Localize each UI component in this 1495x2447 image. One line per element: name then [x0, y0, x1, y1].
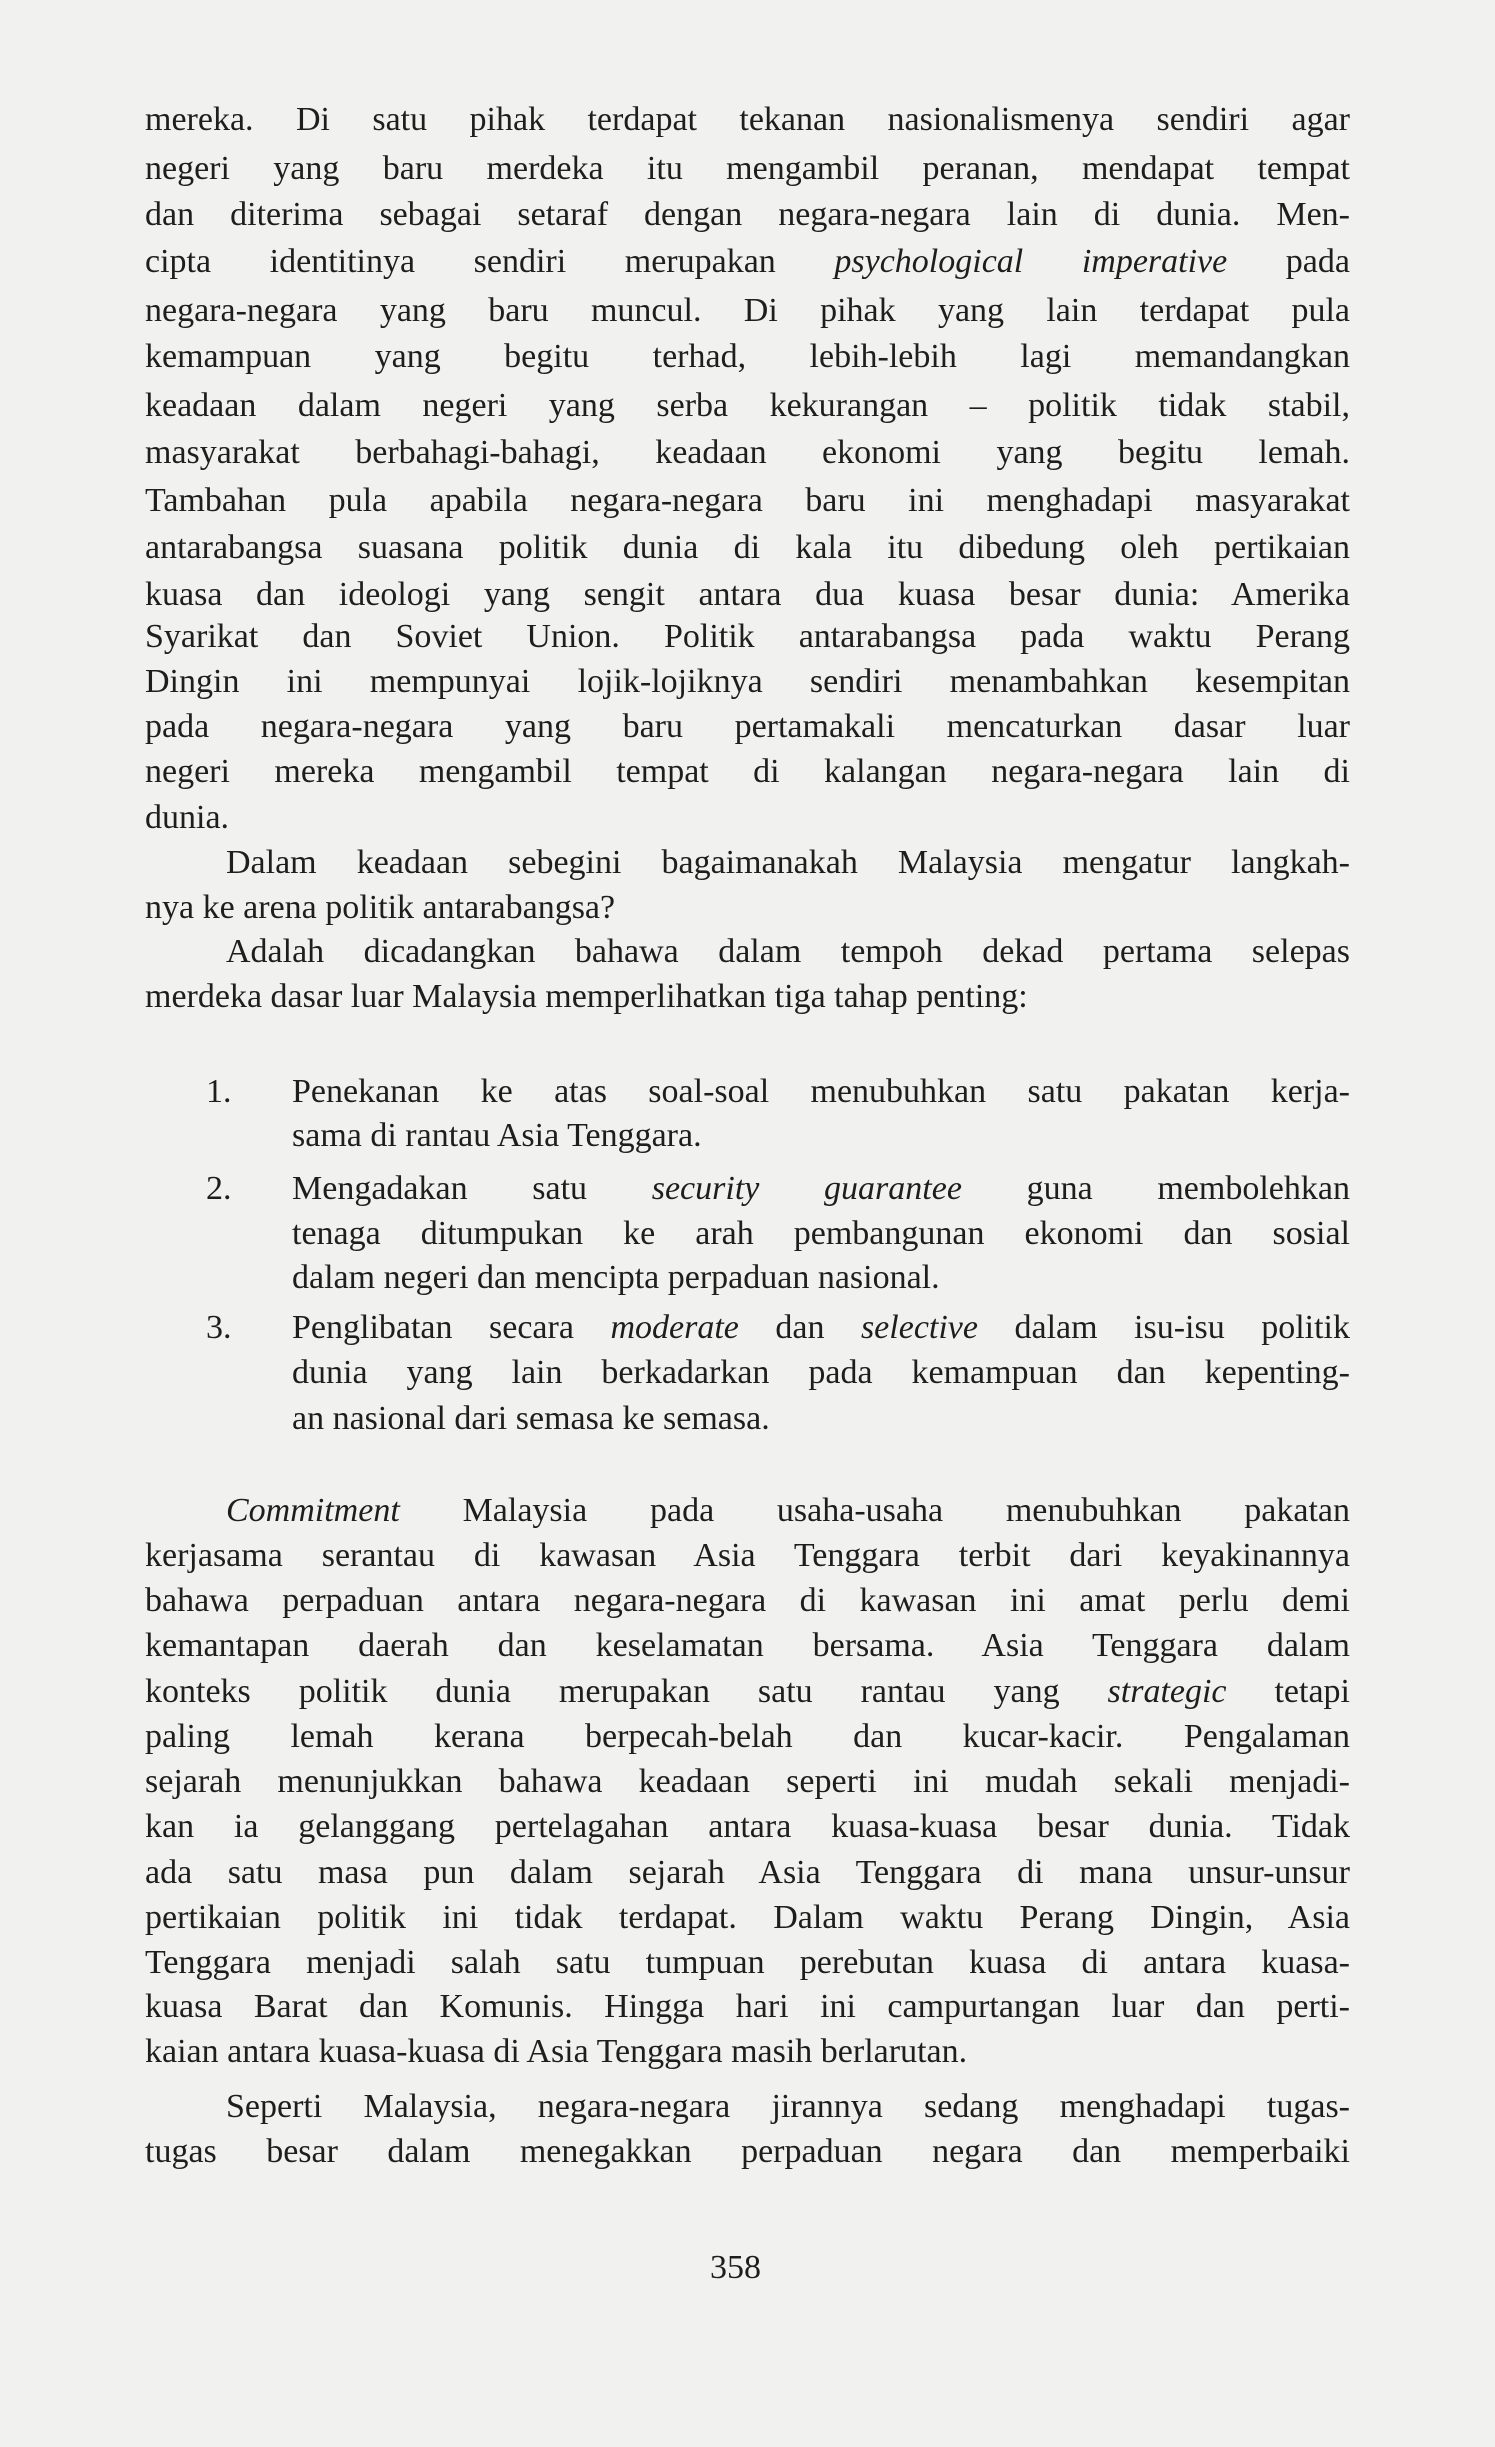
- italic-term: strategic: [1107, 1673, 1227, 1710]
- text-line: [145, 1534, 1350, 1578]
- text-segment: mereka. Di satu pihak terdapat tekanan nasionalismenya sendiri agar: [145, 101, 1350, 138]
- text-segment: dan: [738, 1309, 861, 1346]
- text-line: [145, 1941, 1350, 1985]
- text-line: [292, 1212, 1350, 1256]
- text-line: [145, 705, 1350, 749]
- text-line: [145, 1985, 1350, 2029]
- text-segment: konteks politik dunia merupakan satu rantau yang: [145, 1673, 1108, 1710]
- text-line: [145, 1805, 1350, 1849]
- italic-term: security guarantee: [651, 1170, 962, 1207]
- text-segment: Dingin ini mempunyai lojik-lojiknya sendiri menambahkan kesempitan: [145, 663, 1350, 700]
- text-segment: dalam isu-isu politik: [977, 1309, 1351, 1346]
- text-segment: tugas besar dalam menegakkan perpaduan negara dan memperbaiki: [145, 2133, 1350, 2170]
- text-segment: Seperti Malaysia, negara-negara jirannya sedang menghadapi tugas-: [226, 2088, 1350, 2125]
- text-line: [145, 573, 1350, 617]
- text-segment: sama di rantau Asia Tenggara.: [292, 1117, 702, 1154]
- text-segment: pada negara-negara yang baru pertamakali mencaturkan dasar luar: [145, 708, 1350, 745]
- text-segment: pada: [1227, 243, 1350, 280]
- text-line: [145, 431, 1350, 475]
- text-segment: an nasional dari semasa ke semasa.: [292, 1400, 770, 1437]
- text-line: [145, 335, 1350, 379]
- text-line: [226, 2085, 1350, 2129]
- text-line: [145, 98, 1350, 142]
- text-segment: negara-negara yang baru muncul. Di pihak yang lain terdapat pula: [145, 292, 1350, 329]
- text-segment: bahawa perpaduan antara negara-negara di kawasan ini amat perlu demi: [145, 1582, 1350, 1619]
- text-line: [145, 886, 1350, 930]
- text-line: [145, 1760, 1350, 1804]
- italic-term: selective: [860, 1309, 978, 1346]
- text-line: [226, 1489, 1350, 1533]
- text-line: [145, 240, 1350, 284]
- text-line: [145, 289, 1350, 333]
- text-line: [145, 750, 1350, 794]
- text-segment: negeri yang baru merdeka itu mengambil peranan, mendapat tempat: [145, 150, 1350, 187]
- text-line: [145, 660, 1350, 704]
- text-line: [145, 1670, 1350, 1714]
- text-line: [226, 930, 1350, 974]
- text-segment: pertikaian politik ini tidak terdapat. Dalam waktu Perang Dingin, Asia: [145, 1899, 1350, 1936]
- text-line: [292, 1167, 1350, 1211]
- text-segment: kemampuan yang begitu terhad, lebih-lebih lagi memandangkan: [145, 338, 1350, 375]
- text-line: [145, 1896, 1350, 1940]
- italic-term: psychological imperative: [834, 243, 1228, 280]
- text-segment: keadaan dalam negeri yang serba kekurangan – politik tidak stabil,: [145, 387, 1350, 424]
- text-segment: kuasa Barat dan Komunis. Hingga hari ini campurtangan luar dan perti-: [145, 1988, 1350, 2025]
- text-line: [145, 526, 1350, 570]
- text-line: [292, 1351, 1350, 1395]
- text-segment: dunia.: [145, 799, 230, 836]
- italic-term: moderate: [610, 1309, 739, 1346]
- text-segment: guna membolehkan: [961, 1170, 1350, 1207]
- text-segment: dan diterima sebagai setaraf dengan negara-negara lain di dunia. Men-: [145, 196, 1350, 233]
- text-segment: Dalam keadaan sebegini bagaimanakah Malaysia mengatur langkah-: [226, 844, 1350, 881]
- text-segment: negeri mereka mengambil tempat di kalangan negara-negara lain di: [145, 753, 1350, 790]
- text-line: [145, 975, 1350, 1019]
- text-segment: Malaysia pada usaha-usaha menubuhkan pakatan: [399, 1492, 1350, 1529]
- text-line: [145, 615, 1350, 659]
- text-segment: ada satu masa pun dalam sejarah Asia Tenggara di mana unsur-unsur: [145, 1854, 1350, 1891]
- text-line: [226, 841, 1350, 885]
- text-line: [145, 147, 1350, 191]
- list-number: 3.: [206, 1309, 232, 1346]
- text-line: [145, 384, 1350, 428]
- text-segment: Syarikat dan Soviet Union. Politik antarabangsa pada waktu Perang: [145, 618, 1350, 655]
- text-line: [145, 193, 1350, 237]
- text-line: [292, 1070, 1350, 1114]
- text-segment: kerjasama serantau di kawasan Asia Tenggara terbit dari keyakinannya: [145, 1537, 1350, 1574]
- italic-term: Commitment: [226, 1492, 400, 1529]
- text-line: [145, 1579, 1350, 1623]
- text-segment: sejarah menunjukkan bahawa keadaan seperti ini mudah sekali menjadi-: [145, 1763, 1350, 1800]
- text-line: [292, 1256, 1350, 1300]
- list-number: 2.: [206, 1170, 232, 1207]
- text-segment: dunia yang lain berkadarkan pada kemampuan dan kepenting-: [292, 1354, 1350, 1391]
- text-segment: kan ia gelanggang pertelagahan antara kuasa-kuasa besar dunia. Tidak: [145, 1808, 1350, 1845]
- text-line: [145, 796, 1350, 840]
- text-segment: antarabangsa suasana politik dunia di kala itu dibedung oleh pertikaian: [145, 529, 1350, 566]
- text-line: [292, 1114, 1350, 1158]
- list-number: 1.: [206, 1073, 232, 1110]
- text-segment: Adalah dicadangkan bahawa dalam tempoh dekad pertama selepas: [226, 933, 1350, 970]
- text-line: [145, 1715, 1350, 1759]
- text-segment: Penglibatan secara: [292, 1309, 611, 1346]
- text-segment: kemantapan daerah dan keselamatan bersama. Asia Tenggara dalam: [145, 1627, 1350, 1664]
- text-segment: cipta identitinya sendiri merupakan: [145, 243, 835, 280]
- text-segment: kuasa dan ideologi yang sengit antara dua kuasa besar dunia: Amerika: [145, 576, 1350, 613]
- page-number: 358: [710, 2249, 761, 2286]
- text-line: [292, 1397, 1350, 1441]
- text-segment: masyarakat berbahagi-bahagi, keadaan ekonomi yang begitu lemah.: [145, 434, 1350, 471]
- text-segment: tetapi: [1226, 1673, 1350, 1710]
- text-segment: merdeka dasar luar Malaysia memperlihatkan tiga tahap penting:: [145, 978, 1028, 1015]
- text-segment: dalam negeri dan mencipta perpaduan nasional.: [292, 1259, 940, 1296]
- text-line: [145, 2030, 1350, 2074]
- text-segment: Penekanan ke atas soal-soal menubuhkan satu pakatan kerja-: [292, 1073, 1350, 1110]
- text-segment: Tenggara menjadi salah satu tumpuan perebutan kuasa di antara kuasa-: [145, 1944, 1350, 1981]
- text-line: [145, 2130, 1350, 2174]
- text-segment: Mengadakan satu: [292, 1170, 652, 1207]
- text-segment: kaian antara kuasa-kuasa di Asia Tenggara masih berlarutan.: [145, 2033, 968, 2070]
- text-segment: paling lemah kerana berpecah-belah dan kucar-kacir. Pengalaman: [145, 1718, 1350, 1755]
- text-line: [292, 1306, 1350, 1350]
- text-segment: nya ke arena politik antarabangsa?: [145, 889, 616, 926]
- text-line: [145, 1624, 1350, 1668]
- text-segment: tenaga ditumpukan ke arah pembangunan ekonomi dan sosial: [292, 1215, 1350, 1252]
- text-line: [145, 1851, 1350, 1895]
- text-segment: Tambahan pula apabila negara-negara baru ini menghadapi masyarakat: [145, 482, 1350, 519]
- text-line: [145, 479, 1350, 523]
